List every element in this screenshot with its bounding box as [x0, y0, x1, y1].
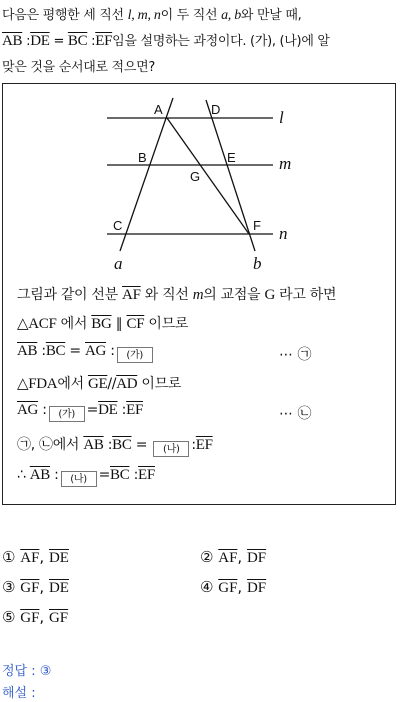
choice-4[interactable]: ④ $\overline{GF}$, $\overline{DF}$ [200, 578, 267, 596]
colon: : [54, 467, 59, 483]
proof-box [2, 83, 396, 505]
segment: $\overline{EF}$ [126, 402, 143, 418]
proof-text: ㉠, ㉡에서 [17, 437, 84, 453]
point-g-label: G [190, 169, 201, 184]
point-e-label: E [227, 150, 236, 165]
proof-text: 이므로 [144, 316, 189, 332]
segment: $\overline{AF}$ [218, 550, 238, 566]
line-a [120, 98, 173, 251]
segment: $\overline{BC}$ [45, 343, 66, 359]
colon: : [91, 34, 96, 49]
question-text: 임을 설명하는 과정이다. (가), (나)에 알 [112, 34, 330, 49]
blank-ga: (가) [117, 347, 153, 363]
segment: $\overline{BC}$ [110, 467, 130, 483]
ref-1: ⋯ ㉠ [279, 347, 312, 363]
proof-line-3 [17, 343, 155, 363]
proof-line-6 [17, 434, 213, 457]
segment: $\overline{AG}$ [17, 402, 39, 418]
choice-number: ③ [2, 578, 16, 596]
choice-number: ④ [200, 578, 214, 596]
choice-2[interactable]: ② $\overline{AF}$, $\overline{DF}$ [200, 548, 267, 566]
point-d-label: D [211, 102, 221, 117]
line-b-label: b [253, 254, 262, 273]
equals: = [86, 402, 99, 418]
question-text: 다음은 평행한 세 직선 [2, 8, 128, 23]
proof-text: 라고 하면 [275, 287, 337, 303]
segment: $\overline{AD}$ [116, 376, 138, 392]
choice-1[interactable]: ① $\overline{AF}$, $\overline{DE}$ [2, 548, 69, 566]
parallel-symbol: ∥ [111, 316, 127, 332]
proof-line-7 [17, 467, 155, 487]
therefore-symbol: ∴ [17, 467, 26, 483]
blank-na: (나) [153, 441, 189, 457]
proof-text: 이므로 [137, 376, 182, 392]
colon: : [191, 437, 196, 453]
segment: $\overline{DE}$ [48, 580, 69, 596]
segment: $\overline{AB}$ [83, 437, 104, 453]
parallel-symbol: // [107, 376, 117, 392]
question-vars: l, m, n [127, 8, 161, 23]
colon: : [41, 343, 46, 359]
point-f-label: F [253, 218, 261, 233]
line-b [206, 100, 255, 251]
colon: : [133, 467, 139, 483]
blank-ga: (가) [49, 406, 85, 422]
segment: $\overline{GF}$ [20, 580, 40, 596]
blank-na: (나) [61, 471, 97, 487]
choice-number: ② [200, 548, 214, 566]
colon: : [121, 402, 127, 418]
segment: $\overline{DE}$ [98, 402, 118, 418]
segment: $\overline{AG}$ [85, 343, 107, 359]
colon: : [107, 437, 113, 453]
point-c-label: C [113, 218, 123, 233]
segment: $\overline{GE}$ [87, 376, 108, 392]
line-a-label: a [114, 254, 123, 273]
triangle: △ACF [17, 316, 57, 332]
line-n-label: n [279, 224, 288, 243]
proof-line-5 [17, 402, 143, 422]
segment: $\overline{BC}$ [67, 33, 88, 49]
question-text: 이 두 직선 [160, 8, 222, 23]
point-b-label: B [138, 150, 147, 165]
question-line-3: 맞은 것을 순서대로 적으면? [2, 60, 155, 75]
choice-3[interactable]: ③ $\overline{GF}$, $\overline{DE}$ [2, 578, 69, 596]
explanation-label: 해설 : [2, 686, 36, 701]
equals: = [69, 343, 81, 359]
proof-line-1 [17, 284, 336, 304]
choice-number: ⑤ [2, 608, 16, 626]
question-vars: a, b [221, 8, 241, 23]
segment-af [167, 118, 249, 234]
point-a-label: A [154, 102, 163, 117]
segment: $\overline{EF}$ [195, 437, 213, 453]
proof-line-2 [17, 313, 188, 333]
segment: $\overline{AB}$ [29, 467, 51, 483]
equals: = [53, 34, 65, 49]
choice-5[interactable]: ⑤ $\overline{GF}$, $\overline{GF}$ [2, 608, 69, 626]
triangle: △FDA [17, 376, 58, 392]
answer-label: 정답 : ③ [2, 664, 52, 679]
colon: : [26, 34, 31, 49]
segment: $\overline{EF}$ [138, 467, 155, 483]
proof-text: 의 교점을 [203, 287, 265, 303]
proof-var: m [192, 287, 204, 303]
segment: $\overline{GF}$ [48, 610, 69, 626]
question-line-2 [2, 30, 330, 50]
question-text: 와 만날 때, [240, 8, 302, 23]
ref-2: ⋯ ㉡ [279, 406, 312, 422]
equals: = [135, 437, 148, 453]
segment: $\overline{BG}$ [91, 316, 112, 332]
proof-text: 에서 [57, 376, 88, 392]
proof-text: 에서 [56, 316, 92, 332]
line-l-label: l [279, 108, 284, 127]
proof-line-4 [17, 373, 181, 393]
proof-text: 와 직선 [140, 287, 193, 303]
equals: = [98, 467, 111, 483]
segment: $\overline{AF}$ [20, 550, 40, 566]
segment: $\overline{BC}$ [112, 437, 132, 453]
segment: $\overline{AB}$ [17, 343, 38, 359]
question-line-1 [2, 4, 301, 24]
segment: $\overline{AF}$ [122, 287, 141, 303]
geometry-figure [3, 84, 395, 284]
segment: $\overline{DF}$ [246, 550, 267, 566]
choice-number: ① [2, 548, 16, 566]
proof-point: G [264, 287, 276, 303]
line-m-label: m [279, 154, 292, 173]
colon: : [110, 343, 115, 359]
segment: $\overline{EF}$ [95, 33, 113, 49]
proof-text: 그림과 같이 선분 [17, 287, 123, 303]
segment: $\overline{AB}$ [2, 33, 23, 49]
segment: $\overline{DE}$ [30, 33, 50, 49]
segment: $\overline{DE}$ [48, 550, 69, 566]
segment: $\overline{DF}$ [246, 580, 267, 596]
segment: $\overline{GF}$ [20, 610, 40, 626]
segment: $\overline{GF}$ [218, 580, 238, 596]
colon: : [42, 402, 47, 418]
segment: $\overline{CF}$ [126, 316, 145, 332]
